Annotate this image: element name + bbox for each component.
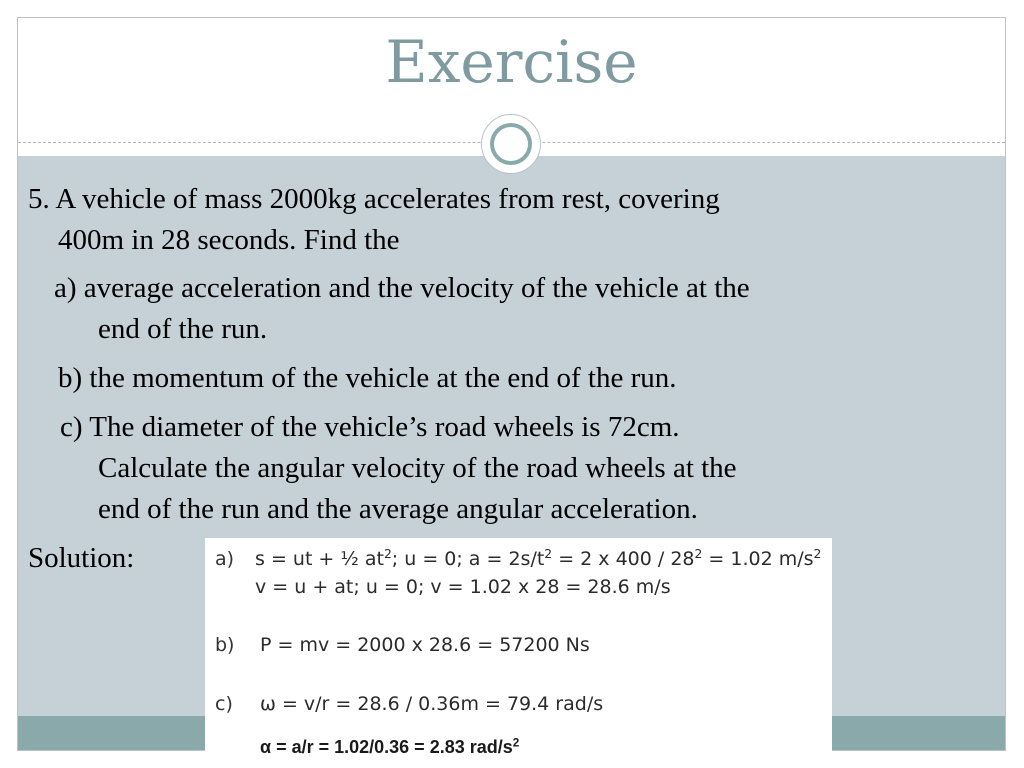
part-c-line-2: Calculate the angular velocity of the road wheels at the <box>98 452 737 484</box>
question-part-c <box>60 407 960 530</box>
part-c-line-3: end of the run and the average angular acceleration. <box>98 493 698 525</box>
solution-c-line: ω = v/r = 28.6 / 0.36m = 79.4 rad/s <box>260 693 604 715</box>
alpha-sup: 2 <box>512 736 520 750</box>
sol-a-sup-2: 2 <box>544 547 553 562</box>
divider-ornament-ring-icon <box>490 123 532 165</box>
question-line-2: 400m in 28 seconds. Find the <box>58 224 400 256</box>
sol-a-seg-1: s = ut + ½ at <box>255 548 384 570</box>
solution-a-line-1 <box>255 548 821 570</box>
part-a-line-2: end of the run. <box>98 313 268 345</box>
solution-box <box>205 538 832 752</box>
solution-c-letter: c) <box>215 693 233 715</box>
solution-a-line-2: v = u + at; u = 0; v = 1.02 x 28 = 28.6 m/s <box>255 576 671 598</box>
sol-a-seg-3: = 2 x 400 / 28 <box>552 548 695 570</box>
question-intro <box>28 179 958 261</box>
solution-b-line: P = mv = 2000 x 28.6 = 57200 Ns <box>260 634 590 656</box>
solution-a-letter: a) <box>215 548 235 570</box>
sol-a-seg-4: = 1.02 m/s <box>702 548 814 570</box>
sol-a-sup-4: 2 <box>813 547 822 562</box>
solution-b-letter: b) <box>215 634 235 656</box>
alpha-text: α = a/r = 1.02/0.36 = 2.83 rad/s <box>260 737 513 757</box>
question-line-1: 5. A vehicle of mass 2000kg accelerates from rest, covering <box>28 183 720 215</box>
question-part-a <box>54 268 974 350</box>
solution-label: Solution: <box>28 542 135 574</box>
part-c-line-1: c) The diameter of the vehicle’s road wheels is 72cm. <box>60 411 680 443</box>
sol-a-sup-1: 2 <box>383 547 392 562</box>
question-part-b: b) the momentum of the vehicle at the end of the run. <box>58 362 677 394</box>
solution-alpha-line <box>260 737 519 758</box>
slide-title: Exercise <box>385 28 638 96</box>
sol-a-sup-3: 2 <box>694 547 703 562</box>
part-a-line-1: a) average acceleration and the velocity of the vehicle at the <box>54 272 750 304</box>
sol-a-seg-2: ; u = 0; a = 2s/t <box>391 548 545 570</box>
